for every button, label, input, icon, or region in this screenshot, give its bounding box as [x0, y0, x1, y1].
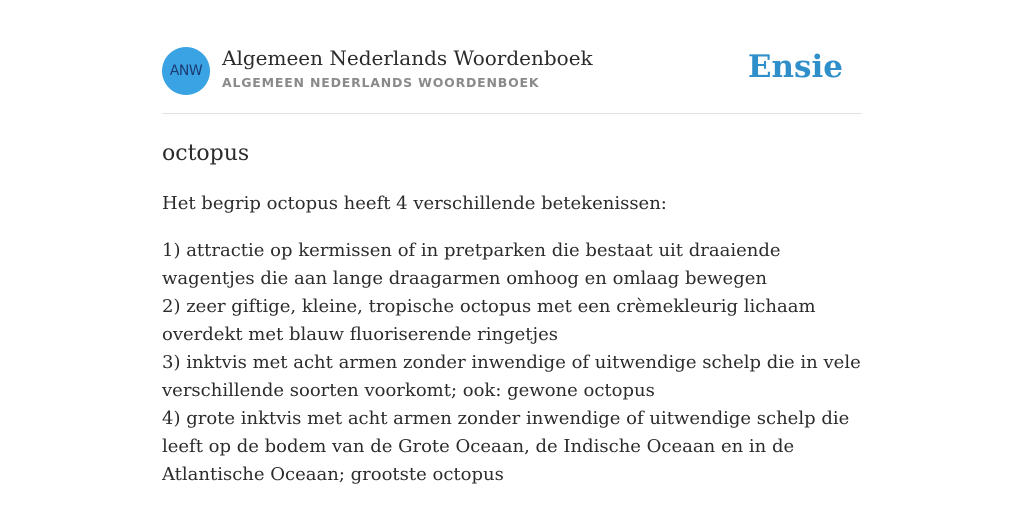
- source-header: [162, 46, 862, 114]
- logo-text: ANW: [169, 63, 203, 79]
- definition-item: 1) attractie op kermissen of in pretparken die bestaat uit draaiende wagentjes die aan lange draagarmen omhoog en omlaag bewegen: [162, 240, 781, 289]
- anw-logo[interactable]: [162, 47, 210, 95]
- definition-item: 3) inktvis met acht armen zonder inwendige of uitwendige schelp die in vele verschillende soorten voorkomt; ook: gewone octopus: [162, 352, 861, 401]
- ensie-brand-logo[interactable]: Ensie: [747, 49, 843, 85]
- entry-term: octopus: [162, 141, 250, 166]
- definition-item: 4) grote inktvis met acht armen zonder inwendige of uitwendige schelp die leeft op de bodem van de Grote Oceaan, de Indische Oceaan en in de Atlantische Oceaan; grootste octopus: [162, 408, 850, 485]
- source-title[interactable]: Algemeen Nederlands Woordenboek: [222, 46, 593, 70]
- source-subtitle: ALGEMEEN NEDERLANDS WOORDENBOEK: [222, 75, 540, 90]
- definition-list: [162, 237, 862, 489]
- entry-card: [162, 46, 862, 489]
- entry-intro: Het begrip octopus heeft 4 verschillende betekenissen:: [162, 193, 667, 214]
- definition-item: 2) zeer giftige, kleine, tropische octopus met een crèmekleurig lichaam overdekt met blauw fluoriserende ringetjes: [162, 296, 816, 345]
